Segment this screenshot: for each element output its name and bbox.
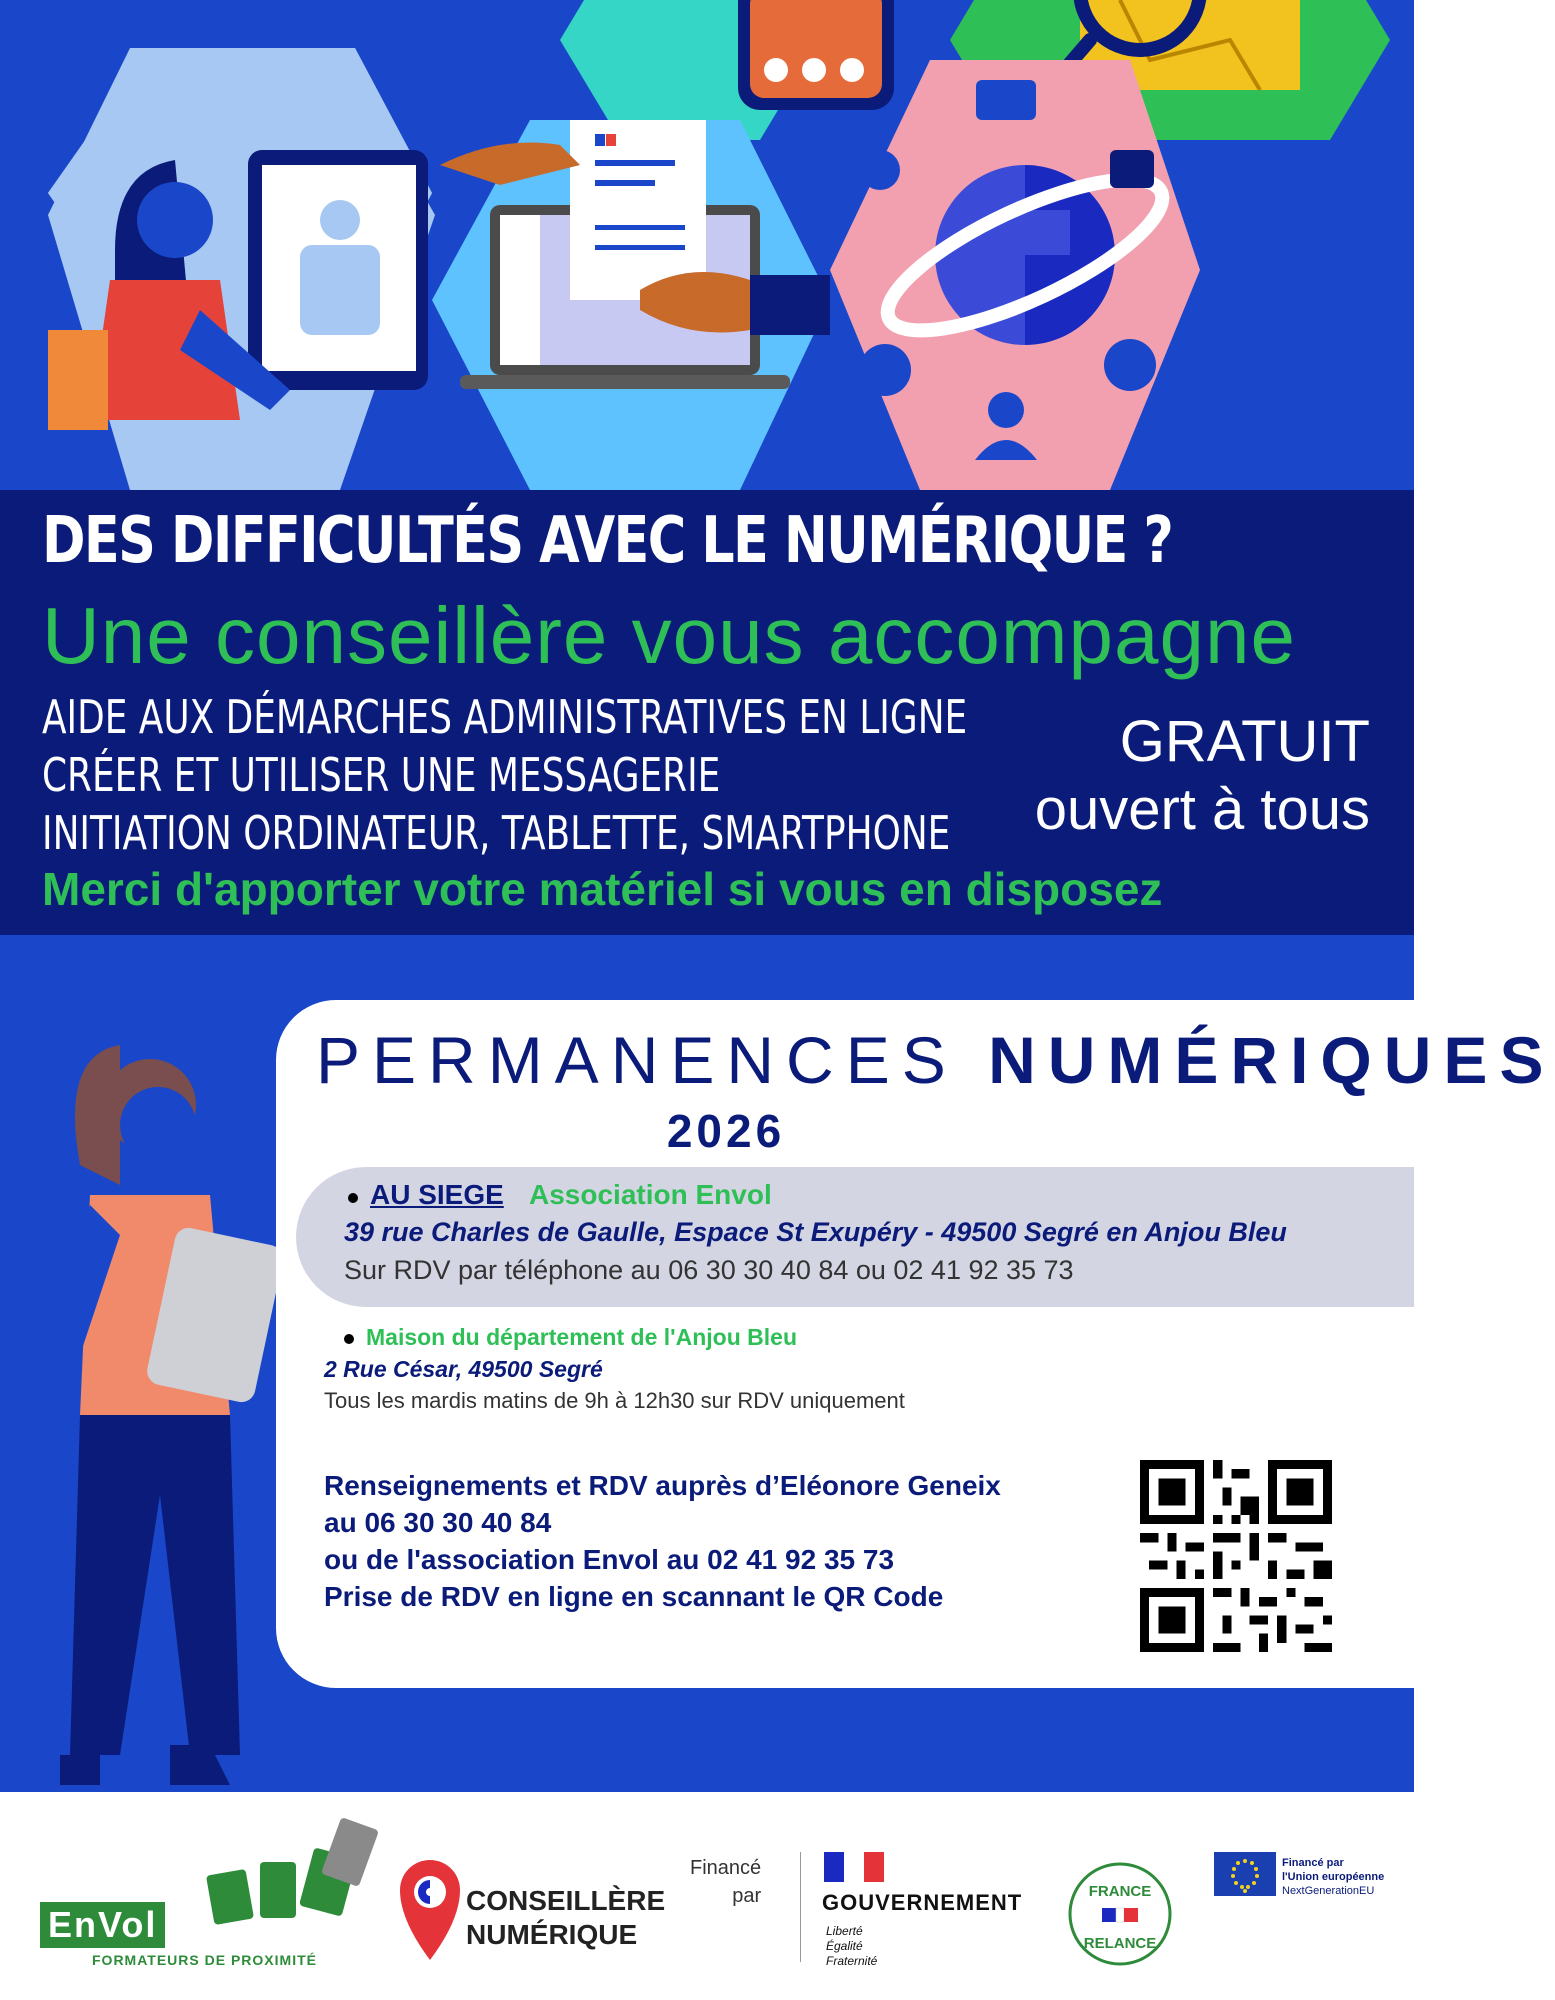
contact-line: ou de l'association Envol au 02 41 92 35 73 xyxy=(324,1544,895,1575)
map-pin-icon xyxy=(400,1860,460,1960)
france-relance-logo xyxy=(1068,1862,1172,1966)
location-name: Maison du département de l'Anjou Bleu xyxy=(366,1324,798,1350)
eu-flag-icon xyxy=(1214,1852,1276,1896)
location-siege xyxy=(296,1167,1414,1307)
bring-equipment-note: Merci d'apporter votre matériel si vous en disposez xyxy=(42,863,1163,915)
location-name: Association Envol xyxy=(529,1179,772,1210)
location-label: AU SIEGE xyxy=(370,1179,504,1210)
location-address: 2 Rue César, 49500 Segré xyxy=(324,1356,603,1382)
person-at-computer-icon xyxy=(48,48,435,490)
gouvernement-logo: GOUVERNEMENT xyxy=(822,1890,1023,1915)
footer-logos xyxy=(0,1792,1414,2000)
funded-by-label: Financé par xyxy=(690,1857,762,1907)
service-item: AIDE AUX DÉMARCHES ADMINISTRATIVES EN LIGNE xyxy=(42,690,968,744)
qr-code-icon[interactable] xyxy=(1140,1460,1332,1652)
permanences-year: 2026 xyxy=(666,1105,786,1157)
price-label: GRATUIT xyxy=(1119,709,1370,774)
subheadline: Une conseillère vous accompagne xyxy=(42,591,1296,680)
permanences-title: PERMANENCES NUMÉRIQUES xyxy=(316,1023,1555,1097)
globe-security-icon xyxy=(830,60,1200,490)
service-item: CRÉER ET UTILISER UNE MESSAGERIE xyxy=(42,748,721,802)
relance-bottom-text: RELANCE xyxy=(1083,1935,1157,1952)
smartphone-video-call-icon xyxy=(738,0,894,110)
contact-line: Prise de RDV en ligne en scannant le QR Code xyxy=(324,1581,944,1612)
woman-with-tablet-icon xyxy=(0,1035,290,1795)
headline: DES DIFFICULTÉS AVEC LE NUMÉRIQUE ? xyxy=(42,504,1173,578)
devise: Liberté Égalité Fraternité xyxy=(826,1924,878,1968)
location-info: Sur RDV par téléphone au 06 30 30 40 84 ou 02 41 92 35 73 xyxy=(344,1255,1074,1285)
hero-illustration xyxy=(0,0,1414,490)
bullet-icon xyxy=(344,1334,354,1344)
envol-tagline: FORMATEURS DE PROXIMITÉ xyxy=(92,1952,317,1968)
headline-banner xyxy=(0,490,1414,935)
service-item: INITIATION ORDINATEUR, TABLETTE, SMARTPHONE xyxy=(42,806,951,860)
relance-top-text: FRANCE xyxy=(1088,1883,1152,1900)
eu-funding-label: Financé par l'Union européenne NextGenerationEU xyxy=(1282,1857,1385,1897)
contact-line: au 06 30 30 40 84 xyxy=(324,1507,552,1538)
conseillere-numerique-logo: CONSEILLÈRE NUMÉRIQUE xyxy=(466,1885,666,1950)
divider xyxy=(800,1852,801,1962)
envol-logo: EnVol xyxy=(40,1902,165,1948)
bullet-icon xyxy=(348,1193,358,1203)
marianne-icon xyxy=(824,1852,884,1882)
permanences-card xyxy=(276,1000,1555,1688)
document-exchange-laptop-icon xyxy=(432,120,830,490)
envol-devices-icon xyxy=(180,1822,380,1952)
audience-label: ouvert à tous xyxy=(1034,777,1370,842)
location-address: 39 rue Charles de Gaulle, Espace St Exupéry - 49500 Segré en Anjou Bleu xyxy=(344,1217,1287,1247)
contact-line: Renseignements et RDV auprès d’Eléonore Geneix xyxy=(324,1470,1001,1501)
location-info: Tous les mardis matins de 9h à 12h30 sur RDV uniquement xyxy=(324,1388,905,1413)
